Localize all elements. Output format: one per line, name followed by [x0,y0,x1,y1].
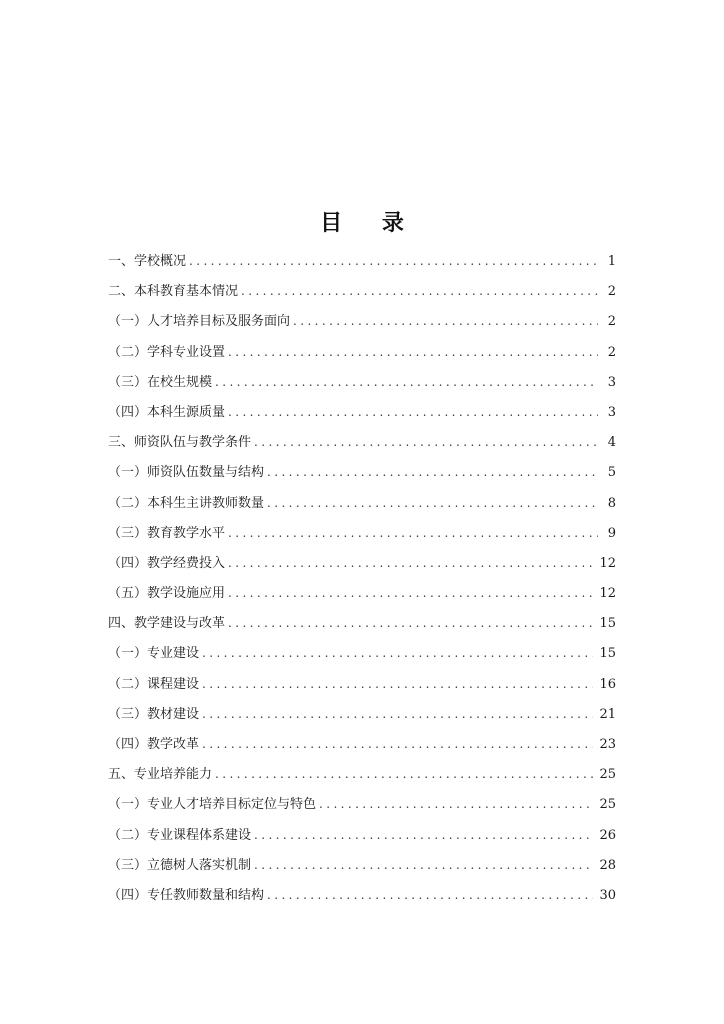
toc-entry-label: 二、本科教育基本情况 [108,284,239,300]
toc-entry-page: 12 [599,555,616,571]
toc-entry-label: （四）专任教师数量和结构 [108,887,265,903]
toc-dot-leader [254,850,593,880]
toc-dot-leader [267,880,593,910]
toc-entry-page: 26 [599,827,616,843]
toc-entry[interactable] [108,276,616,306]
toc-dot-leader [228,608,593,638]
toc-dot-leader [293,306,598,336]
toc-entry-page: 2 [607,344,616,360]
toc-entry[interactable] [108,880,616,910]
toc-entry[interactable] [108,246,616,276]
toc-dot-leader [202,729,593,759]
toc-entry-page: 30 [599,887,616,903]
toc-dot-leader [267,488,598,518]
toc-entry[interactable] [108,669,616,699]
toc-entry[interactable] [108,457,616,487]
toc-entry[interactable] [108,548,616,578]
toc-entry-label: （一）专业人才培养目标定位与特色 [108,797,317,813]
toc-entry[interactable] [108,699,616,729]
toc-dot-leader [228,337,598,367]
toc-entry-page: 21 [599,706,616,722]
toc-entry-page: 25 [599,767,616,783]
toc-list [108,246,616,910]
toc-dot-leader [319,789,593,819]
toc-entry-label: （三）教材建设 [108,706,200,722]
toc-dot-leader [202,638,593,668]
toc-entry-label: 五、专业培养能力 [108,767,213,783]
toc-entry[interactable] [108,608,616,638]
toc-entry[interactable] [108,488,616,518]
toc-entry-label: （二）专业课程体系建设 [108,827,252,843]
toc-dot-leader [215,367,598,397]
toc-entry-label: （三）在校生规模 [108,374,213,390]
toc-entry[interactable] [108,850,616,880]
toc-entry-label: 一、学校概况 [108,254,187,269]
toc-entry-label: （三）教育教学水平 [108,525,226,541]
toc-entry[interactable] [108,427,616,457]
toc-dot-leader [228,518,598,548]
toc-dot-leader [267,457,598,487]
toc-entry-label: （二）课程建设 [108,676,200,692]
toc-dot-leader [202,699,593,729]
toc-entry-page: 3 [607,374,616,390]
toc-entry-label: 三、师资队伍与教学条件 [108,435,252,451]
toc-entry-page: 23 [599,737,616,752]
toc-dot-leader [241,276,598,306]
toc-dot-leader [228,397,598,427]
toc-entry-label: 四、教学建设与改革 [108,616,226,632]
toc-dot-leader [189,246,598,276]
toc-entry-label: （四）本科生源质量 [108,404,226,420]
toc-entry-page: 16 [599,676,616,692]
toc-entry[interactable] [108,729,616,759]
toc-entry[interactable] [108,397,616,427]
toc-entry-page: 15 [599,616,616,632]
toc-dot-leader [202,669,593,699]
toc-entry-page: 2 [607,314,616,330]
toc-dot-leader [254,427,598,457]
toc-entry-label: （三）立德树人落实机制 [108,857,252,873]
toc-entry[interactable] [108,578,616,608]
toc-dot-leader [228,578,593,608]
toc-entry-label: （四）教学改革 [108,737,200,752]
toc-entry-page: 8 [607,495,616,511]
toc-entry[interactable] [108,337,616,367]
toc-entry-page: 2 [607,284,616,300]
toc-dot-leader [215,759,593,789]
toc-entry[interactable] [108,638,616,668]
toc-entry-page: 28 [599,857,616,873]
toc-entry-label: （二）本科生主讲教师数量 [108,495,265,511]
toc-entry-page: 4 [607,435,616,451]
toc-dot-leader [254,820,593,850]
toc-entry-page: 12 [599,586,616,602]
toc-dot-leader [228,548,593,578]
toc-entry-label: （一）人才培养目标及服务面向 [108,314,291,330]
toc-entry[interactable] [108,820,616,850]
toc-entry-page: 9 [607,525,616,541]
toc-entry-page: 5 [607,465,616,481]
toc-entry[interactable] [108,789,616,819]
toc-entry-label: （一）师资队伍数量与结构 [108,465,265,481]
toc-entry-page: 3 [607,404,616,420]
toc-entry-page: 25 [599,797,616,813]
toc-entry-label: （一）专业建设 [108,646,200,662]
toc-entry-page: 1 [607,254,616,269]
toc-entry-label: （四）教学经费投入 [108,555,226,571]
toc-entry-label: （二）学科专业设置 [108,344,226,360]
toc-entry[interactable] [108,306,616,336]
toc-entry[interactable] [108,367,616,397]
toc-entry[interactable] [108,759,616,789]
toc-entry-page: 15 [599,646,616,662]
toc-entry-label: （五）教学设施应用 [108,586,226,602]
toc-title: 目 录 [320,211,420,236]
toc-entry[interactable] [108,518,616,548]
